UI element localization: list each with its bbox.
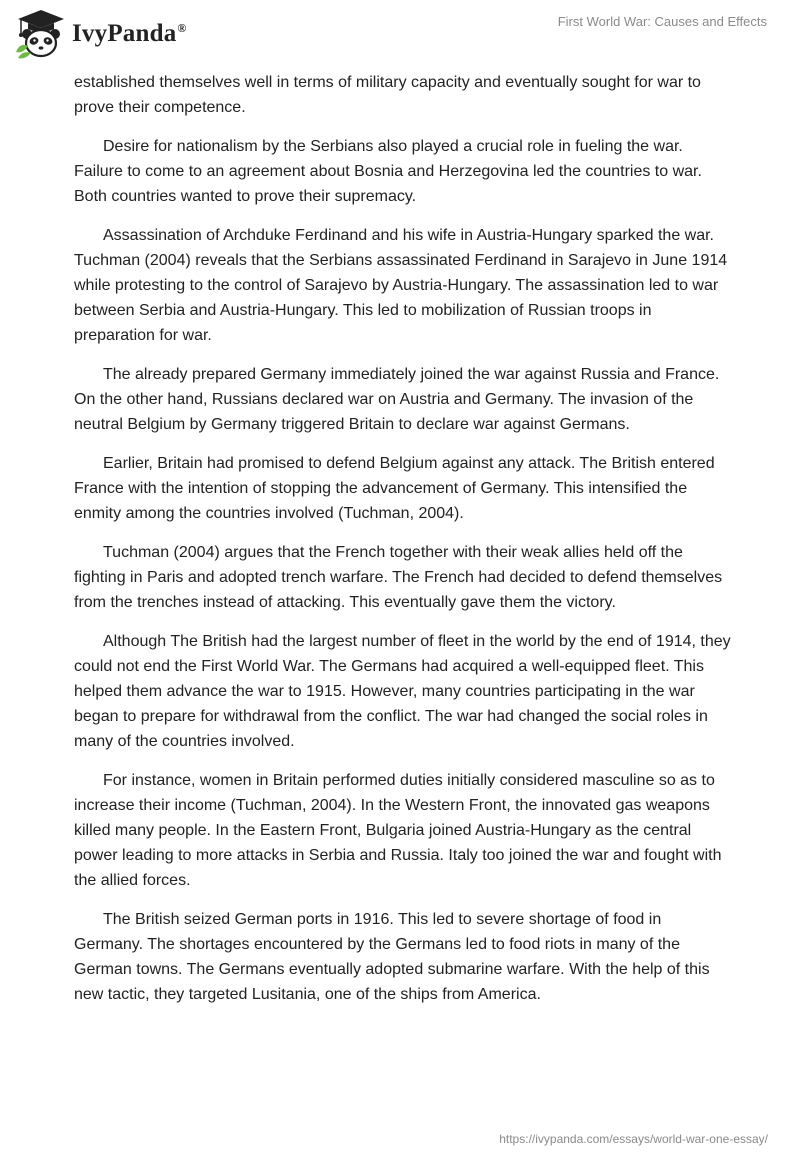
paragraph: The already prepared Germany immediately joined the war against Russia and France. On the other hand, Russians declared war on Austria and Germany. The invasion of the neutral Belgium by Germany triggered Britain to declare war against Germans.: [74, 366, 720, 433]
document-title: First World War: Causes and Effects: [557, 14, 767, 29]
paragraph: Although The British had the largest number of fleet in the world by the end of 1914, they could not end the First World War. The Germans had acquired a well-equipped fleet. This helped them advance the war to 1915. However, many countries participating in the war began to prepare for withdrawal from the conflict. The war had changed the social roles in many of the countries involved.: [74, 633, 731, 750]
paragraph: Tuchman (2004) argues that the French together with their weak allies held off the fighting in Paris and adopted trench warfare. The French had decided to defend themselves from the trenches instead of attacking. This eventually gave them the victory.: [74, 544, 723, 611]
source-url[interactable]: https://ivypanda.com/essays/world-war-one-essay/: [499, 1132, 768, 1146]
essay-body: [74, 70, 734, 1021]
paragraph: Desire for nationalism by the Serbians also played a crucial role in fueling the war. Failure to come to an agreement about Bosnia and Herzegovina led the countries to war. Both countries wanted to prove their supremacy.: [74, 138, 702, 205]
paragraph: Assassination of Archduke Ferdinand and his wife in Austria-Hungary sparked the war. Tuchman (2004) reveals that the Serbians assassinated Ferdinand in Sarajevo in June 1914 while protesting to the control of Sarajevo by Austria-Hungary. The assassination led to war between Serbia and Austria-Hungary. This led to mobilization of Russian troops in preparation for war.: [74, 227, 728, 344]
brand-name: IvyPanda®: [72, 20, 187, 47]
registered-mark: ®: [177, 20, 187, 35]
paragraph: The British seized German ports in 1916. This led to severe shortage of food in Germany. The shortages encountered by the Germans led to food riots in many of the German towns. The Germans eventually adopted submarine warfare. With the help of this new tactic, they targeted Lusitania, one of the ships from America.: [74, 911, 710, 1003]
panda-graduate-icon: [14, 8, 68, 60]
page-header: [0, 0, 800, 66]
ivypanda-logo[interactable]: [14, 8, 187, 60]
paragraph: established themselves well in terms of military capacity and eventually sought for war to prove their competence.: [74, 74, 701, 116]
paragraph: Earlier, Britain had promised to defend Belgium against any attack. The British entered France with the intention of stopping the advancement of Germany. This intensified the enmity among the countries involved (Tuchman, 2004).: [74, 455, 715, 522]
paragraph: For instance, women in Britain performed duties initially considered masculine so as to increase their income (Tuchman, 2004). In the Western Front, the innovated gas weapons killed many people. In the Eastern Front, Bulgaria joined Austria-Hungary as the central power leading to more attacks in Serbia and Russia. Italy too joined the war and fought with the allied forces.: [74, 772, 722, 889]
